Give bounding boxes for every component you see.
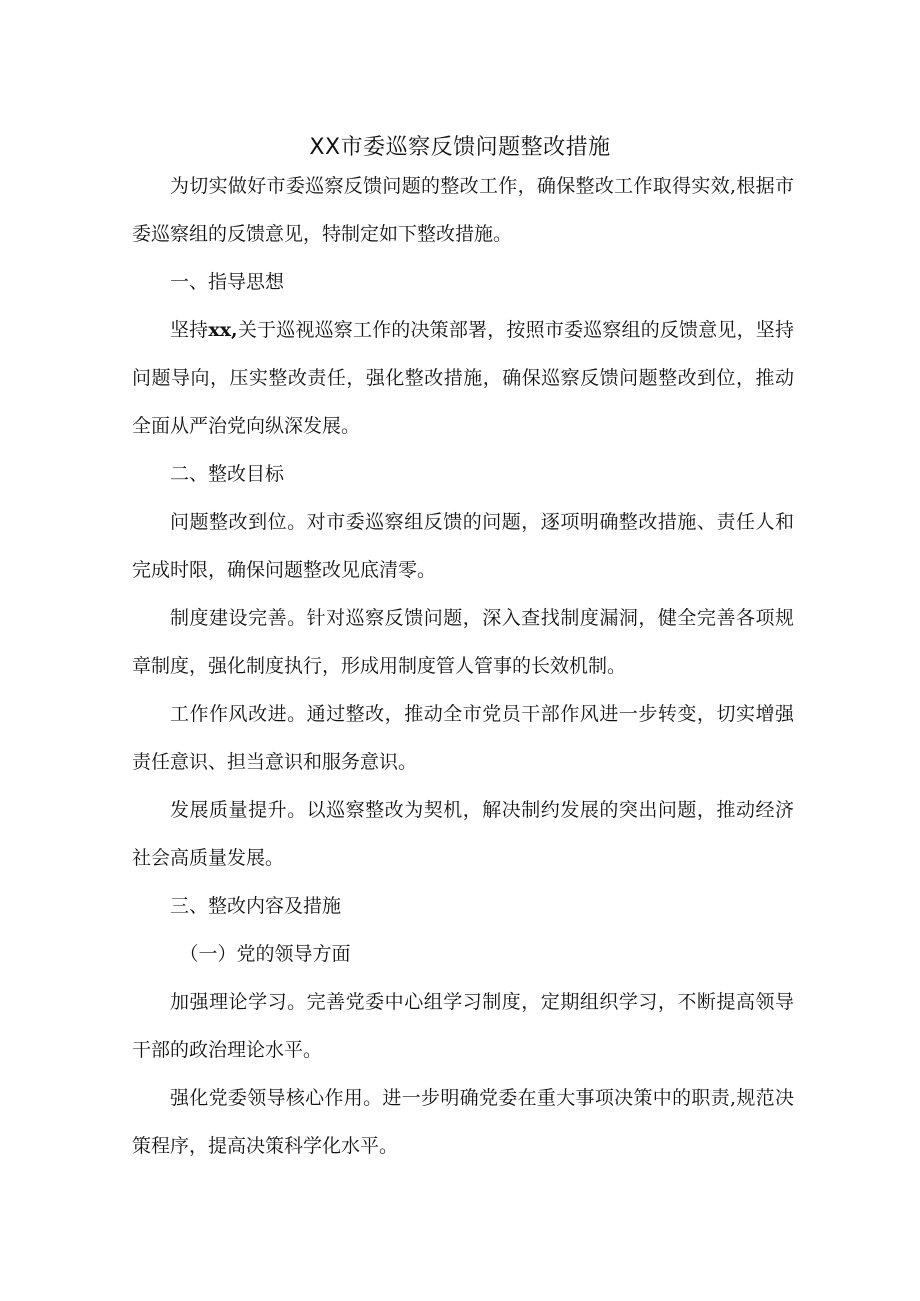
goal-paragraph: 问题整改到位。对市委巡察组反馈的问题，逐项明确整改措施、责任人和完成时限，确保问题整改见底清零。 <box>132 511 794 581</box>
goal-paragraph: 发展质量提升。以巡察整改为契机，解决制约发展的突出问题，推动经济社会高质量发展。 <box>132 799 794 869</box>
measure-paragraph: 加强理论学习。完善党委中心组学习制度，定期组织学习，不断提高领导干部的政治理论水平。 <box>132 991 794 1061</box>
document-title: XX市委巡察反馈问题整改措施 <box>309 134 611 160</box>
goal-paragraph: 工作作风改进。通过整改，推动全市党员干部作风进一步转变，切实增强责任意识、担当意识和服务意识。 <box>132 703 794 773</box>
subsection-heading-party-leadership: （一）党的领导方面 <box>179 943 351 965</box>
bold-placeholder: xx, <box>208 319 238 341</box>
section-heading-guiding-thought: 一、指导思想 <box>170 271 285 293</box>
measure-paragraph: 强化党委领导核心作用。进一步明确党委在重大事项决策中的职责,规范决策程序，提高决策科学化水平。 <box>132 1087 794 1157</box>
paragraph-prefix: 坚持 <box>170 319 209 341</box>
intro-paragraph: 为切实做好市委巡察反馈问题的整改工作，确保整改工作取得实效,根据市委巡察组的反馈意见，特制定如下整改措施。 <box>132 175 794 245</box>
document-body <box>132 162 794 1170</box>
guiding-thought-paragraph <box>132 306 794 450</box>
paragraph-rest: 关于巡视巡察工作的决策部署，按照市委巡察组的反馈意见，坚持问题导向，压实整改责任，强化整改措施，确保巡察反馈问题整改到位，推动全面从严治党向纵深发展。 <box>132 319 794 437</box>
section-heading-measures: 三、整改内容及措施 <box>170 895 342 917</box>
section-heading-goals: 二、整改目标 <box>170 463 285 485</box>
goal-paragraph: 制度建设完善。针对巡察反馈问题，深入查找制度漏洞，健全完善各项规章制度，强化制度执行，形成用制度管人管事的长效机制。 <box>132 607 794 677</box>
